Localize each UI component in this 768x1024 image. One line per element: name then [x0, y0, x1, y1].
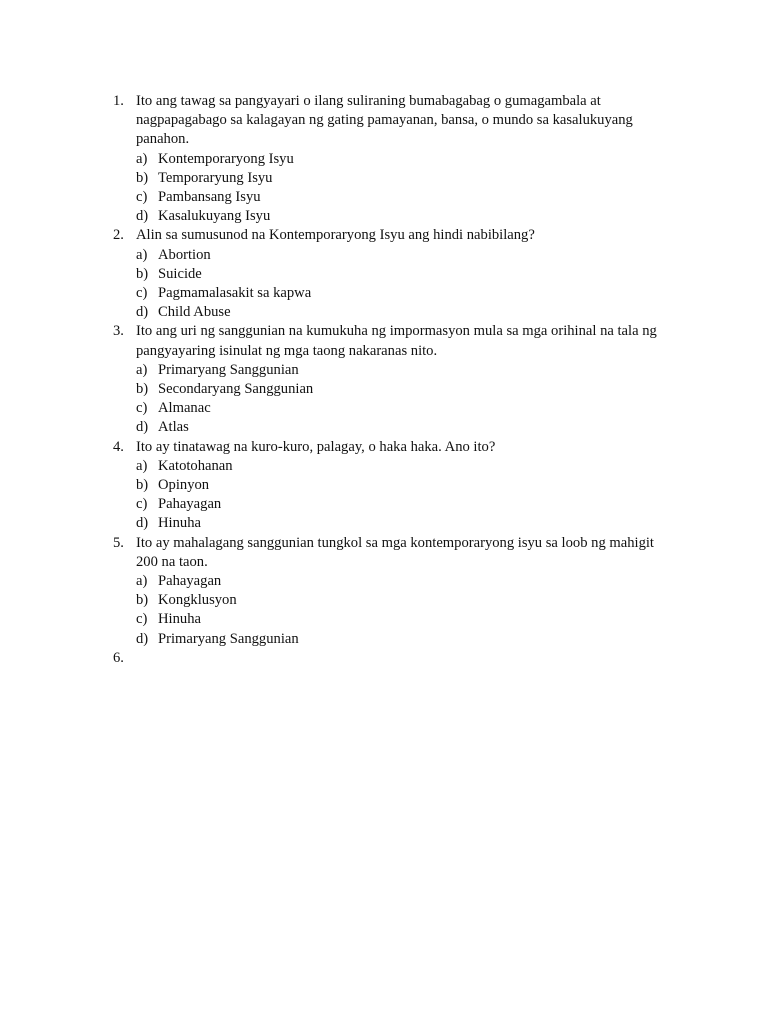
choice-text: Pagmamalasakit sa kapwa: [158, 285, 312, 302]
choice-letter: b): [136, 381, 149, 398]
choice-letter: c): [136, 611, 148, 628]
question-number: 1.: [113, 93, 124, 109]
choice-text: Hinuha: [158, 611, 201, 628]
choice-letter: b): [136, 169, 149, 186]
choice-text: Abortion: [158, 246, 211, 263]
choice-letter: a): [136, 246, 148, 263]
question-list: [113, 92, 678, 666]
choice-item: [136, 476, 678, 495]
choice-list: [136, 361, 678, 438]
choice-item: [136, 514, 678, 533]
choice-item: [136, 572, 678, 591]
choice-item: [136, 399, 678, 418]
choice-item: [136, 265, 678, 284]
choice-item: [136, 457, 678, 476]
question-text: Ito ang tawag sa pangyayari o ilang suliraning bumabagabag o gumagambala at nagpapagabago sa kalagayan ng gating pamayanan, bansa, o mundo sa kasalukuyang panahon.: [136, 93, 633, 148]
choice-text: Kongklusyon: [158, 592, 237, 609]
choice-letter: c): [136, 285, 148, 302]
choice-text: Pahayagan: [158, 573, 222, 590]
question-number: 6.: [113, 649, 124, 666]
question-text: Ito ay tinatawag na kuro-kuro, palagay, o haka haka. Ano ito?: [136, 438, 496, 455]
choice-item: [136, 303, 678, 322]
question-item: [113, 534, 678, 649]
question-item: [113, 226, 678, 322]
choice-letter: b): [136, 477, 149, 494]
choice-item: [136, 418, 678, 437]
question-item: [113, 92, 678, 226]
choice-text: Katotohanan: [158, 457, 233, 474]
choice-list: [136, 246, 678, 323]
choice-item: [136, 207, 678, 226]
question-number: 2.: [113, 227, 124, 244]
question-item: [113, 322, 678, 437]
choice-text: Pahayagan: [158, 496, 222, 513]
choice-letter: a): [136, 150, 148, 167]
choice-letter: c): [136, 400, 148, 417]
question-text: Ito ang uri ng sanggunian na kumukuha ng impormasyon mula sa mga orihinal na tala ng pangyayaring isinulat ng mga taong nakaranas nito.: [136, 323, 657, 359]
choice-letter: d): [136, 419, 149, 436]
question-number: 3.: [113, 323, 124, 340]
choice-letter: c): [136, 496, 148, 513]
choice-text: Opinyon: [158, 477, 210, 494]
choice-text: Almanac: [158, 400, 211, 417]
question-number: 4.: [113, 438, 124, 455]
choice-item: [136, 361, 678, 380]
choice-text: Atlas: [158, 419, 189, 436]
choice-letter: a): [136, 457, 148, 474]
choice-text: Temporaryung Isyu: [158, 169, 273, 186]
choice-list: [136, 572, 678, 649]
question-item: [113, 438, 678, 534]
choice-text: Hinuha: [158, 515, 201, 532]
choice-item: [136, 246, 678, 265]
choice-list: [136, 457, 678, 534]
choice-letter: b): [136, 592, 149, 609]
choice-text: Kasalukuyang Isyu: [158, 208, 271, 225]
choice-list: [136, 150, 678, 227]
choice-letter: a): [136, 361, 148, 378]
question-text: Ito ay mahalagang sanggunian tungkol sa mga kontemporaryong isyu sa loob ng mahigit 200 na taon.: [136, 534, 654, 570]
choice-item: [136, 169, 678, 188]
choice-letter: d): [136, 208, 149, 225]
choice-text: Secondaryang Sanggunian: [158, 381, 314, 398]
choice-item: [136, 630, 678, 649]
choice-item: [136, 610, 678, 629]
choice-letter: d): [136, 630, 149, 647]
choice-letter: b): [136, 265, 149, 282]
choice-text: Pambansang Isyu: [158, 189, 261, 206]
choice-item: [136, 591, 678, 610]
choice-item: [136, 188, 678, 207]
choice-text: Primaryang Sanggunian: [158, 630, 299, 647]
choice-text: Kontemporaryong Isyu: [158, 150, 294, 167]
choice-item: [136, 380, 678, 399]
choice-item: [136, 284, 678, 303]
choice-text: Primaryang Sanggunian: [158, 361, 299, 378]
choice-letter: d): [136, 515, 149, 532]
choice-text: Suicide: [158, 265, 202, 282]
choice-item: [136, 495, 678, 514]
choice-text: Child Abuse: [158, 304, 231, 321]
question-number: 5.: [113, 534, 124, 551]
choice-letter: c): [136, 189, 148, 206]
choice-letter: d): [136, 304, 149, 321]
question-text: Alin sa sumusunod na Kontemporaryong Isyu ang hindi nabibilang?: [136, 227, 535, 244]
choice-letter: a): [136, 573, 148, 590]
choice-item: [136, 150, 678, 169]
